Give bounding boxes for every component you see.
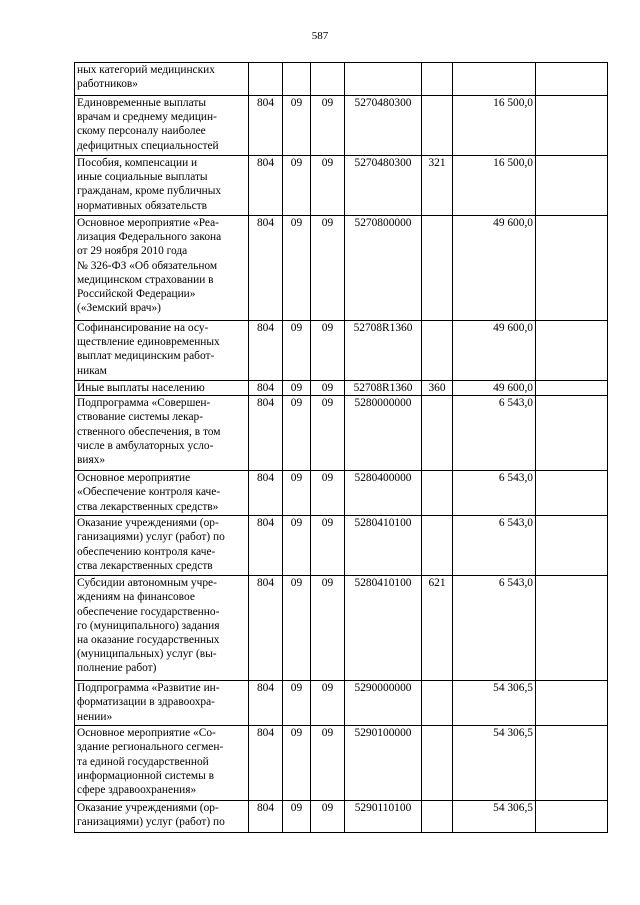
cell-amount: 6 543,0: [453, 576, 536, 681]
cell-expense-type-code: [422, 63, 453, 96]
table-row: [75, 576, 608, 681]
table-row: [75, 96, 608, 156]
cell-section-code: [283, 63, 311, 96]
cell-expense-type-code: [422, 96, 453, 156]
cell-target-article-code: 5270800000: [345, 216, 422, 321]
cell-department-code: 804: [249, 681, 283, 726]
table-row: [75, 726, 608, 801]
cell-empty: [536, 516, 608, 576]
cell-subsection-code: 09: [311, 321, 345, 381]
cell-amount: 16 500,0: [453, 96, 536, 156]
cell-expense-type-code: [422, 216, 453, 321]
cell-empty: [536, 396, 608, 471]
cell-section-code: 09: [283, 726, 311, 801]
cell-amount: 6 543,0: [453, 396, 536, 471]
cell-subsection-code: 09: [311, 156, 345, 216]
cell-empty: [536, 471, 608, 516]
cell-expense-type-code: [422, 801, 453, 833]
cell-amount: 54 306,5: [453, 801, 536, 833]
table-row: [75, 471, 608, 516]
cell-amount: 49 600,0: [453, 381, 536, 396]
cell-target-article-code: 52708R1360: [345, 381, 422, 396]
cell-name: Софинансирование на осу- ществление единовременных выплат медицинским работ- никам: [75, 321, 249, 381]
cell-section-code: 09: [283, 471, 311, 516]
cell-empty: [536, 726, 608, 801]
cell-empty: [536, 576, 608, 681]
cell-subsection-code: 09: [311, 471, 345, 516]
table-row: [75, 681, 608, 726]
cell-empty: [536, 681, 608, 726]
table-row: [75, 321, 608, 381]
cell-target-article-code: 5280400000: [345, 471, 422, 516]
cell-expense-type-code: [422, 396, 453, 471]
cell-amount: 54 306,5: [453, 681, 536, 726]
table-row: [75, 801, 608, 833]
cell-subsection-code: 09: [311, 96, 345, 156]
cell-amount: 16 500,0: [453, 156, 536, 216]
cell-department-code: 804: [249, 576, 283, 681]
cell-subsection-code: [311, 63, 345, 96]
cell-expense-type-code: [422, 516, 453, 576]
cell-target-article-code: [345, 63, 422, 96]
cell-target-article-code: 5280410100: [345, 516, 422, 576]
cell-department-code: 804: [249, 96, 283, 156]
table-row: [75, 156, 608, 216]
page-number: 587: [311, 30, 329, 42]
cell-subsection-code: 09: [311, 396, 345, 471]
cell-department-code: 804: [249, 471, 283, 516]
table-row: [75, 381, 608, 396]
cell-expense-type-code: 360: [422, 381, 453, 396]
cell-target-article-code: 5280000000: [345, 396, 422, 471]
cell-section-code: 09: [283, 516, 311, 576]
cell-subsection-code: 09: [311, 381, 345, 396]
cell-empty: [536, 156, 608, 216]
cell-expense-type-code: 321: [422, 156, 453, 216]
cell-subsection-code: 09: [311, 576, 345, 681]
cell-name: Основное мероприятие «Обеспечение контроля каче- ства лекарственных средств»: [75, 471, 249, 516]
cell-name: Оказание учреждениями (ор- ганизациями) услуг (работ) по обеспечению контроля каче- ства лекарственных средств: [75, 516, 249, 576]
cell-name: Основное мероприятие «Реа- лизация Федерального закона от 29 ноября 2010 года № 326-ФЗ «Об обязательном медицинском страховании в Российской Федерации» («Земский врач»): [75, 216, 249, 321]
cell-expense-type-code: [422, 681, 453, 726]
cell-name: Основное мероприятие «Со- здание регионального сегмен- та единой государственной информационной системы в сфере здравоохранения»: [75, 726, 249, 801]
cell-amount: 49 600,0: [453, 321, 536, 381]
cell-section-code: 09: [283, 321, 311, 381]
cell-empty: [536, 96, 608, 156]
table-row: [75, 396, 608, 471]
cell-section-code: 09: [283, 381, 311, 396]
cell-section-code: 09: [283, 156, 311, 216]
cell-subsection-code: 09: [311, 681, 345, 726]
table-row: [75, 216, 608, 321]
cell-subsection-code: 09: [311, 216, 345, 321]
cell-empty: [536, 216, 608, 321]
cell-target-article-code: 52708R1360: [345, 321, 422, 381]
cell-department-code: 804: [249, 396, 283, 471]
cell-empty: [536, 321, 608, 381]
cell-target-article-code: 5290100000: [345, 726, 422, 801]
cell-subsection-code: 09: [311, 726, 345, 801]
cell-empty: [536, 381, 608, 396]
cell-subsection-code: 09: [311, 801, 345, 833]
cell-name: Оказание учреждениями (ор- ганизациями) услуг (работ) по: [75, 801, 249, 833]
cell-target-article-code: 5270480300: [345, 96, 422, 156]
cell-amount: [453, 63, 536, 96]
cell-section-code: 09: [283, 96, 311, 156]
cell-section-code: 09: [283, 396, 311, 471]
cell-name: Пособия, компенсации и иные социальные выплаты гражданам, кроме публичных нормативных обязательств: [75, 156, 249, 216]
cell-target-article-code: 5280410100: [345, 576, 422, 681]
cell-expense-type-code: [422, 726, 453, 801]
cell-target-article-code: 5270480300: [345, 156, 422, 216]
cell-target-article-code: 5290110100: [345, 801, 422, 833]
cell-name: Подпрограмма «Совершен- ствование системы лекар- ственного обеспечения, в том числе в амбулаторных усло- виях»: [75, 396, 249, 471]
cell-amount: 54 306,5: [453, 726, 536, 801]
cell-subsection-code: 09: [311, 516, 345, 576]
cell-empty: [536, 63, 608, 96]
cell-name: Субсидии автономным учре- ждениям на финансовое обеспечение государственно- го (муниципального) задания на оказание государственных (муниципальных) услуг (вы- полнение работ): [75, 576, 249, 681]
cell-department-code: 804: [249, 216, 283, 321]
cell-empty: [536, 801, 608, 833]
cell-name: ных категорий медицинских работников»: [75, 63, 249, 96]
cell-name: Единовременные выплаты врачам и среднему медицин- скому персоналу наиболее дефицитных специальностей: [75, 96, 249, 156]
cell-section-code: 09: [283, 801, 311, 833]
cell-department-code: 804: [249, 516, 283, 576]
budget-table: [74, 62, 608, 833]
cell-amount: 49 600,0: [453, 216, 536, 321]
table-body: [75, 63, 608, 833]
cell-amount: 6 543,0: [453, 516, 536, 576]
cell-department-code: 804: [249, 726, 283, 801]
table-row: [75, 63, 608, 96]
cell-department-code: 804: [249, 381, 283, 396]
cell-name: Иные выплаты населению: [75, 381, 249, 396]
cell-section-code: 09: [283, 576, 311, 681]
cell-department-code: 804: [249, 321, 283, 381]
cell-department-code: 804: [249, 801, 283, 833]
cell-expense-type-code: [422, 321, 453, 381]
cell-section-code: 09: [283, 216, 311, 321]
cell-target-article-code: 5290000000: [345, 681, 422, 726]
cell-name: Подпрограмма «Развитие ин- форматизации в здравоохра- нении»: [75, 681, 249, 726]
cell-amount: 6 543,0: [453, 471, 536, 516]
cell-section-code: 09: [283, 681, 311, 726]
cell-expense-type-code: 621: [422, 576, 453, 681]
table-row: [75, 516, 608, 576]
cell-expense-type-code: [422, 471, 453, 516]
cell-department-code: 804: [249, 156, 283, 216]
cell-department-code: [249, 63, 283, 96]
